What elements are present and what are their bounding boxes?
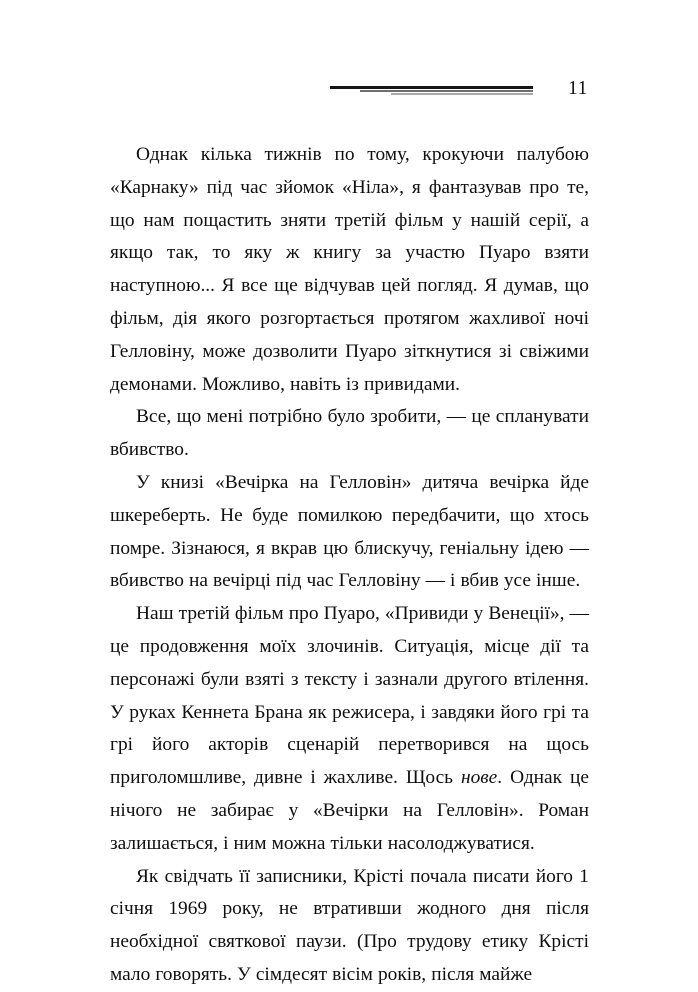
paragraph: Як свідчать її записники, Крісті почала писати його 1 січня 1969 року, не втративши жодного дня після необхідної святкової паузи. (Про трудову етику Крісті мало говорять. У сімдесят вісім років, після майже xyxy=(110,865,589,985)
running-head xyxy=(110,78,588,112)
paragraph: У книзі «Вечірка на Гелловін» дитяча вечірка йде шкереберть. Не буде помилкою передбачити, що хтось помре. Зізнаюся, я вкрав цю блискучу, геніальну ідею — вбивство на вечірці під час Гелловіну — і вбив усе інше. xyxy=(110,471,589,592)
rule-thick xyxy=(330,86,533,89)
body-text-block xyxy=(110,139,589,992)
decorative-rule-ornament xyxy=(330,86,533,98)
rule-mid xyxy=(360,90,533,92)
paragraph: Наш третій фільм про Пуаро, «Привиди у Венеції», — це продовження моїх злочинів. Ситуація, місце дії та персонажі були взяті з тексту і зазнали другого втілення. У руках Кеннета Брана як режисера, і завдяки його грі та грі його акторів сценарій перетворився на щось приголомшливе, дивне і жахливе. Щось нове. Однак це нічого не забирає у «Вечірки на Гелловін». Роман залишається, і ним можна тільки насолоджуватися. xyxy=(110,603,589,854)
page-number: 11 xyxy=(568,78,588,99)
emphasis-text: нове xyxy=(460,767,498,789)
paragraph: Однак кілька тижнів по тому, крокуючи палубою «Карнаку» під час зйомок «Ніла», я фантазував про те, що нам пощастить зняти третій фільм у нашій серії, а якщо так, то яку ж книгу за участю Пуаро взяти наступною... Я все ще відчував цей погляд. Я думав, що фільм, дія якого розгортається протягом жахливої ночі Гелловіну, може дозволити Пуаро зіткнутися зі свіжими демонами. Можливо, навіть із привидами. xyxy=(110,144,589,395)
paragraph: Все, що мені потрібно було зробити, — це спланувати вбивство. xyxy=(110,406,589,461)
rule-thin xyxy=(391,93,533,94)
